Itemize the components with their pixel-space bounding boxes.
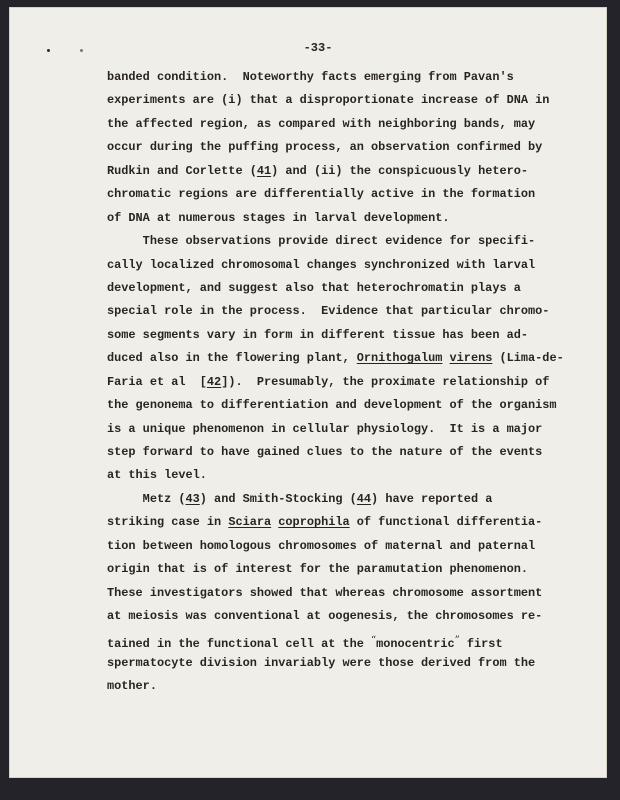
text-line <box>107 394 564 417</box>
text-segment: of DNA at numerous stages in larval development. <box>107 210 450 225</box>
text-segment: These investigators showed that whereas chromosome assortment <box>107 585 543 600</box>
text-line <box>107 629 564 652</box>
text-segment: special role in the process. Evidence that particular chromo- <box>107 304 550 319</box>
text-segment: origin that is of interest for the paramutation phenomenon. <box>107 562 528 577</box>
text-line <box>107 207 564 230</box>
text-line <box>107 230 564 253</box>
text-segment: banded condition. Noteworthy facts emerging from Pavan's <box>107 70 514 84</box>
text-segment: the affected region, as compared with neighboring bands, may <box>107 116 536 131</box>
text-segment: development, and suggest also that heterochromatin plays a <box>107 280 521 295</box>
text-segment: tained in the functional cell at the <box>107 636 372 651</box>
text-segment: experiments are (i) that a disproportionate increase of DNA in <box>107 93 550 108</box>
text-line <box>107 535 564 558</box>
text-line <box>107 66 564 89</box>
text-line <box>107 371 564 394</box>
text-segment: ) and Smith-Stocking ( <box>199 491 357 506</box>
text-segment: some segments vary in form in different tissue has been ad- <box>107 327 528 342</box>
text-segment: first <box>459 636 503 651</box>
text-line <box>107 675 564 698</box>
text-line <box>107 277 564 300</box>
text-line <box>107 183 564 206</box>
document-page <box>10 8 606 777</box>
text-line <box>107 582 564 605</box>
text-line <box>107 160 564 183</box>
text-segment <box>442 351 449 365</box>
text-segment: mother. <box>107 679 157 694</box>
text-line <box>107 89 564 112</box>
text-segment: spermatocyte division invariably were those derived from the <box>107 655 536 670</box>
text-line <box>107 136 564 159</box>
text-segment: Metz ( <box>107 491 186 506</box>
underlined-text: coprophila <box>278 515 350 530</box>
underlined-text: Sciara <box>228 515 272 530</box>
text-segment: occur during the puffing process, an observation confirmed by <box>107 140 543 155</box>
document-body <box>107 66 564 699</box>
text-segment: tion between homologous chromosomes of maternal and paternal <box>107 538 536 553</box>
text-segment: at this level. <box>107 468 207 483</box>
page-number: -33- <box>303 41 333 55</box>
underlined-text: 41 <box>256 163 272 178</box>
text-segment: (Lima-de- <box>492 351 564 366</box>
text-line <box>107 652 564 675</box>
underlined-text: 43 <box>185 491 200 506</box>
text-line <box>107 347 564 370</box>
text-segment: Faria et al [ <box>107 374 207 389</box>
text-segment: striking case in <box>107 515 229 530</box>
handwritten-quote: ” <box>454 634 460 646</box>
text-segment: step forward to have gained clues to the nature of the events <box>107 445 543 459</box>
text-line <box>107 324 564 347</box>
text-line <box>107 113 564 136</box>
text-line <box>107 300 564 323</box>
text-line <box>107 488 564 511</box>
text-segment: ) have reported a <box>371 491 493 506</box>
text-segment: cally localized chromosomal changes synchronized with larval <box>107 257 536 272</box>
text-segment: of functional differentia- <box>349 515 543 530</box>
text-segment: These observations provide direct evidence for specifi- <box>107 234 536 249</box>
text-segment: at meiosis was conventional at oogenesis, the chromosomes re- <box>107 609 543 624</box>
underlined-text: 42 <box>206 374 222 389</box>
text-line <box>107 418 564 441</box>
text-line <box>107 441 564 464</box>
text-line <box>107 464 564 487</box>
text-segment: the genonema to differentiation and development of the organism <box>107 398 557 413</box>
text-line <box>107 254 564 277</box>
text-segment: chromatic regions are differentially active in the formation <box>107 187 536 202</box>
text-segment: ) and (ii) the conspicuously hetero- <box>271 163 529 178</box>
text-segment: Rudkin and Corlette ( <box>107 163 257 178</box>
text-line <box>107 558 564 581</box>
text-segment: ]). Presumably, the proximate relationship of <box>221 374 550 389</box>
text-line <box>107 605 564 628</box>
underlined-text: virens <box>449 351 493 366</box>
text-segment: duced also in the flowering plant, <box>107 351 357 366</box>
text-segment: monocentric <box>376 636 455 651</box>
text-segment: is a unique phenomenon in cellular physiology. It is a major <box>107 421 543 436</box>
underlined-text: Ornithogalum <box>356 351 443 366</box>
text-line <box>107 511 564 534</box>
underlined-text: 44 <box>356 491 372 506</box>
handwritten-quote: “ <box>371 634 377 646</box>
